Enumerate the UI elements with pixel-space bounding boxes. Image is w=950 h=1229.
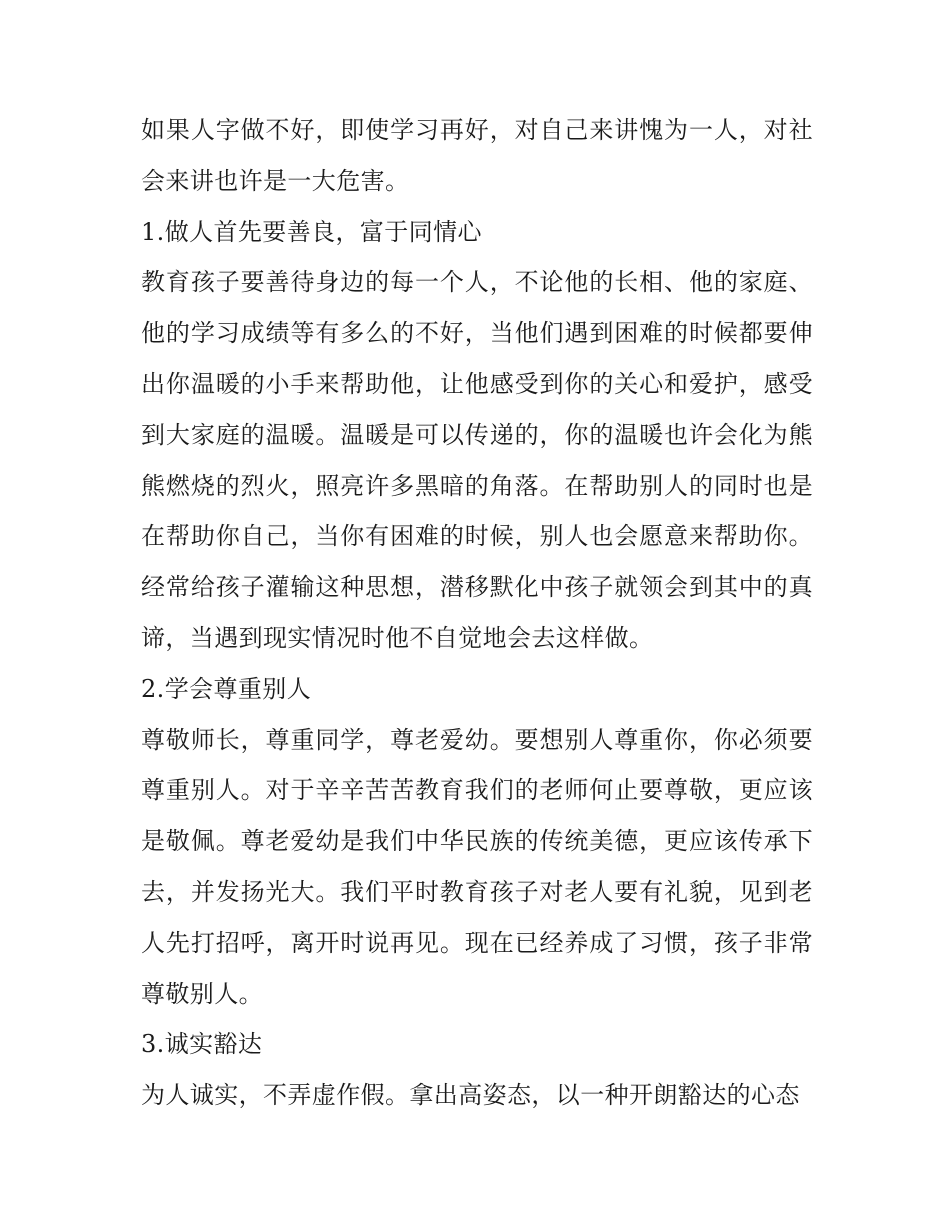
heading-kindness: 1.做人首先要善良，富于同情心	[141, 217, 482, 246]
paragraph-intro: 如果人字做不好，即使学习再好，对自己来讲愧为一人，对社会来讲也许是一大危害。	[141, 116, 813, 195]
paragraph-honesty: 为人诚实，不弄虚作假。拿出高姿态，以一种开朗豁达的心态	[141, 1081, 800, 1110]
document-body	[141, 105, 813, 1121]
heading-honesty: 3.诚实豁达	[141, 1030, 263, 1059]
heading-respect: 2.学会尊重别人	[141, 674, 312, 703]
paragraph-kindness: 教育孩子要善待身边的每一个人，不论他的长相、他的家庭、他的学习成绩等有多么的不好，当他们遇到困难的时候都要伸出你温暖的小手来帮助他，让他感受到你的关心和爱护，感受到大家庭的温暖。温暖是可以传递的，你的温暖也许会化为熊熊燃烧的烈火，照亮许多黑暗的角落。在帮助别人的同时也是在帮助你自己，当你有困难的时候，别人也会愿意来帮助你。经常给孩子灌输这种思想，潜移默化中孩子就领会到其中的真谛，当遇到现实情况时他不自觉地会去这样做。	[141, 268, 813, 652]
paragraph-respect: 尊敬师长，尊重同学，尊老爱幼。要想别人尊重你，你必须要尊重别人。对于辛辛苦苦教育我们的老师何止要尊敬，更应该是敬佩。尊老爱幼是我们中华民族的传统美德，更应该传承下去，并发扬光大。我们平时教育孩子对老人要有礼貌，见到老人先打招呼，离开时说再见。现在已经养成了习惯，孩子非常尊敬别人。	[141, 725, 813, 1008]
